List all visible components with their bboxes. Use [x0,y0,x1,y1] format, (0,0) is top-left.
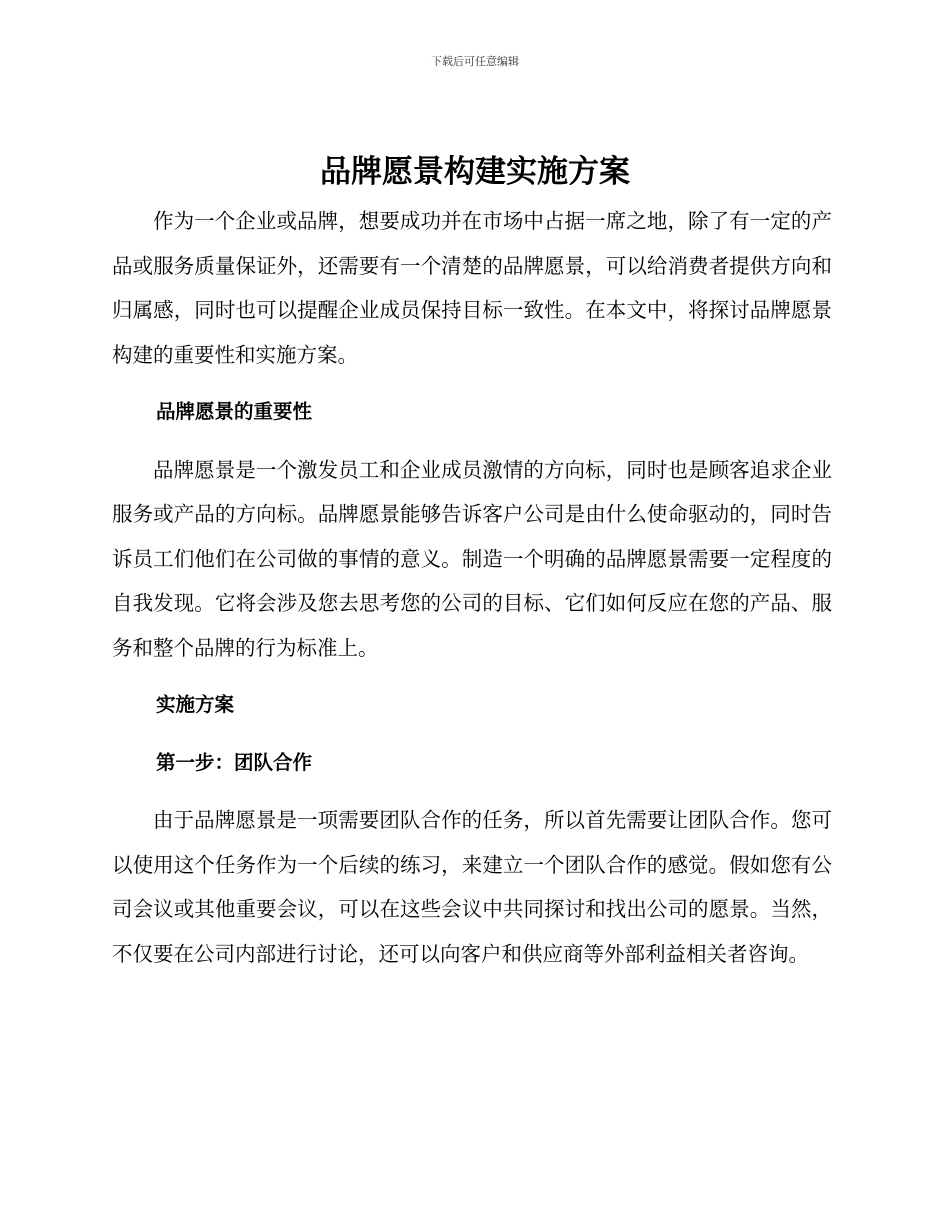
step1-paragraph: 由于品牌愿景是一项需要团队合作的任务，所以首先需要让团队合作。您可以使用这个任务作为一个后续的练习，来建立一个团队合作的感觉。假如您有公司会议或其他重要会议，可以在这些会议中共同探讨和找出公司的愿景。当然，不仅要在公司内部进行讨论，还可以向客户和供应商等外部利益相关者咨询。 [112,808,832,966]
page-header-note: 下载后可任意编辑 [431,55,519,68]
section-heading-importance: 品牌愿景的重要性 [156,400,313,423]
intro-paragraph: 作为一个企业或品牌，想要成功并在市场中占据一席之地，除了有一定的产品或服务质量保证外，还需要有一个清楚的品牌愿景，可以给消费者提供方向和归属感，同时也可以提醒企业成员保持目标一致性。在本文中，将探讨品牌愿景构建的重要性和实施方案。 [112,209,832,367]
step1-heading: 第一步：团队合作 [156,750,313,774]
document-body [112,199,832,976]
document-title: 品牌愿景构建实施方案 [320,154,630,190]
section-heading-plan: 实施方案 [156,693,235,716]
importance-paragraph: 品牌愿景是一个激发员工和企业成员激情的方向标，同时也是顾客追求企业服务或产品的方向标。品牌愿景能够告诉客户公司是由什么使命驱动的，同时告诉员工们他们在公司做的事情的意义。制造一个明确的品牌愿景需要一定程度的自我发现。它将会涉及您去思考您的公司的目标、它们如何反应在您的产品、服务和整个品牌的行为标准上。 [112,457,832,660]
